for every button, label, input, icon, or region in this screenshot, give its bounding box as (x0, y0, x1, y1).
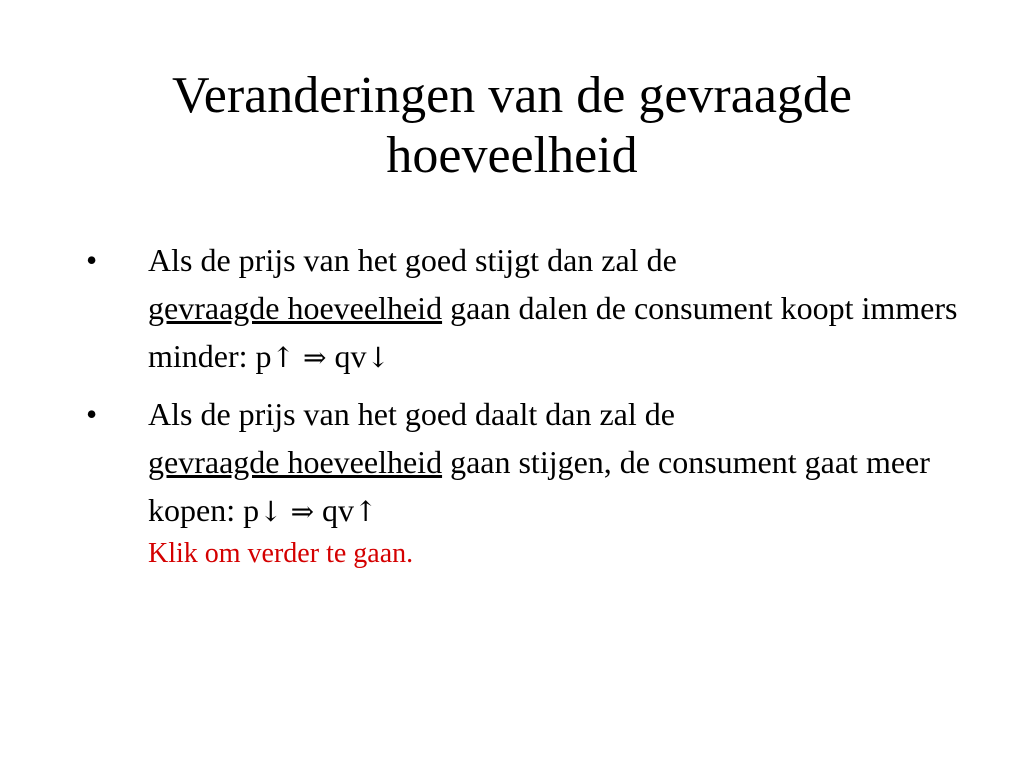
title-line-2: hoeveelheid (386, 127, 638, 184)
bullet-text-post: gaan stijgen, de consument gaat meer kopen: p (148, 444, 930, 528)
title-line-1: Veranderingen van de gevraagde (172, 67, 852, 124)
arrow-up-icon: ↑ (271, 341, 295, 374)
bullet-marker: • (86, 242, 98, 278)
arrow-down-icon: ↓ (259, 495, 283, 528)
bullet-text-post: gaan dalen de consument koopt immers minder: p (148, 290, 958, 374)
bullet-text-tail: qv (334, 338, 367, 374)
arrow-down-icon: ↓ (366, 341, 390, 374)
underlined-term: gevraagde hoeveelheid (148, 290, 443, 326)
bullet-item-price-fall (0, 390, 1024, 536)
bullet-item-price-rise (0, 236, 1024, 382)
bullet-list (0, 236, 1024, 544)
slide-title (0, 66, 1024, 186)
arrow-up-icon: ↑ (354, 495, 378, 528)
continue-hint: Klik om verder te gaan. (148, 538, 414, 569)
bullet-text-pre: Als de prijs van het goed daalt dan zal de (148, 396, 675, 432)
implies-icon: ⇒ (303, 341, 327, 374)
bullet-marker: • (86, 396, 98, 432)
bullet-text-tail: qv (322, 492, 355, 528)
implies-icon: ⇒ (290, 495, 315, 528)
underlined-term: gevraagde hoeveelheid (148, 444, 443, 480)
bullet-text-pre: Als de prijs van het goed stijgt dan zal de (148, 242, 677, 278)
